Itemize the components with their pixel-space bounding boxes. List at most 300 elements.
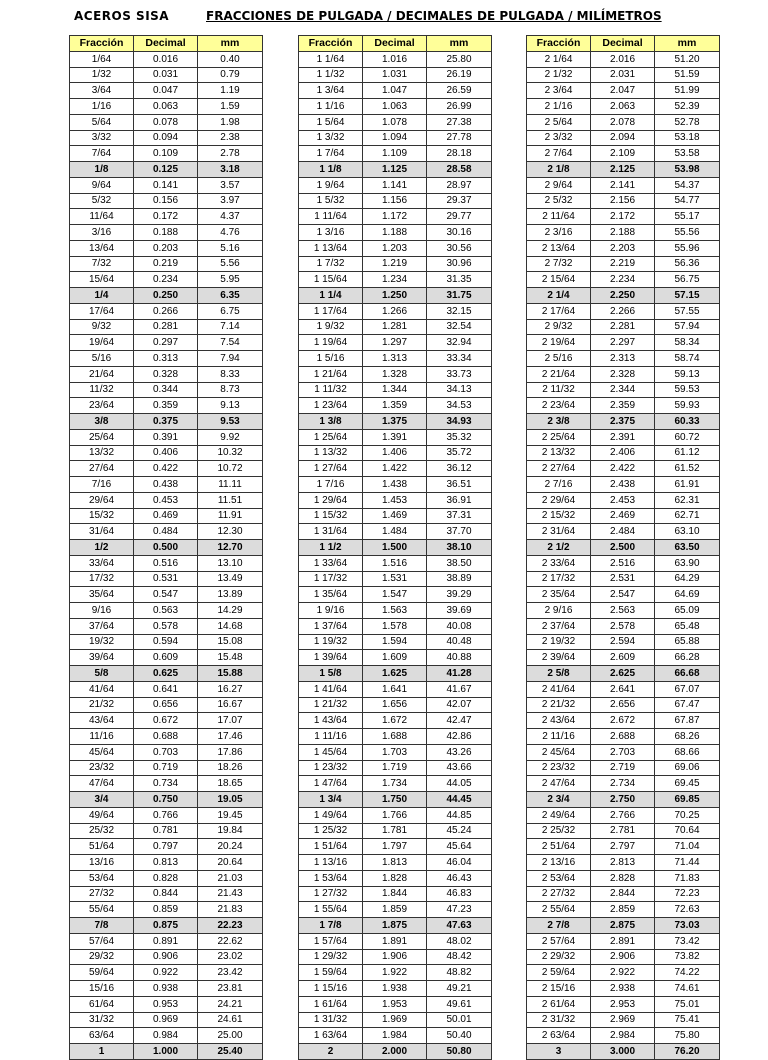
- fraction-cell: 1 15/16: [299, 981, 363, 997]
- column-header-fraction: Fracción: [527, 36, 591, 52]
- fraction-cell: 2 1/2: [527, 540, 591, 556]
- table-row: [70, 272, 263, 288]
- decimal-cell: 2.781: [591, 823, 655, 839]
- fraction-cell: 2 7/16: [527, 477, 591, 493]
- mm-cell: 37.31: [427, 508, 492, 524]
- mm-cell: 21.83: [198, 902, 263, 918]
- table-row: [527, 650, 720, 666]
- table-row: [70, 366, 263, 382]
- fraction-cell: 1 1/16: [299, 99, 363, 115]
- fraction-cell: 1 21/32: [299, 697, 363, 713]
- fraction-cell: 2 15/64: [527, 272, 591, 288]
- mm-cell: 73.82: [655, 949, 720, 965]
- decimal-cell: 0.313: [134, 351, 198, 367]
- fraction-cell: 1 7/16: [299, 477, 363, 493]
- table-header-row: [70, 36, 263, 52]
- fraction-cell: 1/16: [70, 99, 134, 115]
- fraction-cell: 11/64: [70, 209, 134, 225]
- mm-cell: 60.33: [655, 414, 720, 430]
- fraction-cell: 2 9/32: [527, 319, 591, 335]
- table-header-row: [299, 36, 492, 52]
- table-row: [70, 445, 263, 461]
- mm-cell: 72.23: [655, 886, 720, 902]
- table-row: [299, 319, 492, 335]
- mm-cell: 27.38: [427, 114, 492, 130]
- mm-cell: 5.95: [198, 272, 263, 288]
- conversion-table-2-3: [526, 35, 720, 1060]
- mm-cell: 62.71: [655, 508, 720, 524]
- decimal-cell: 0.453: [134, 492, 198, 508]
- decimal-cell: 1.016: [363, 51, 427, 67]
- decimal-cell: 1.625: [363, 666, 427, 682]
- table-row: [527, 571, 720, 587]
- table-row: [70, 949, 263, 965]
- mm-cell: 15.48: [198, 650, 263, 666]
- fraction-cell: 7/8: [70, 918, 134, 934]
- mm-cell: 67.87: [655, 713, 720, 729]
- decimal-cell: 2.516: [591, 555, 655, 571]
- mm-cell: 13.49: [198, 571, 263, 587]
- mm-cell: 40.48: [427, 634, 492, 650]
- table-row: [299, 807, 492, 823]
- fraction-cell: 25/64: [70, 429, 134, 445]
- decimal-cell: 1.953: [363, 996, 427, 1012]
- mm-cell: 12.70: [198, 540, 263, 556]
- decimal-cell: 2.328: [591, 366, 655, 382]
- fraction-cell: 2 61/64: [527, 996, 591, 1012]
- decimal-cell: 0.906: [134, 949, 198, 965]
- decimal-cell: 1.734: [363, 776, 427, 792]
- highlighted-table-row: [299, 414, 492, 430]
- fraction-cell: 1 7/32: [299, 256, 363, 272]
- fraction-cell: 1 13/64: [299, 240, 363, 256]
- table-row: [70, 51, 263, 67]
- fraction-cell: 1/4: [70, 288, 134, 304]
- decimal-cell: 2.281: [591, 319, 655, 335]
- mm-cell: 47.63: [427, 918, 492, 934]
- fraction-cell: 2 3/8: [527, 414, 591, 430]
- decimal-cell: 2.344: [591, 382, 655, 398]
- mm-cell: 27.78: [427, 130, 492, 146]
- mm-cell: 14.68: [198, 618, 263, 634]
- mm-cell: 73.42: [655, 933, 720, 949]
- decimal-cell: 1.531: [363, 571, 427, 587]
- table-row: [299, 681, 492, 697]
- table-row: [299, 335, 492, 351]
- decimal-cell: 0.531: [134, 571, 198, 587]
- decimal-cell: 2.438: [591, 477, 655, 493]
- mm-cell: 11.91: [198, 508, 263, 524]
- fraction-cell: 2 53/64: [527, 870, 591, 886]
- fraction-cell: 2 31/32: [527, 1012, 591, 1028]
- decimal-cell: 1.031: [363, 67, 427, 83]
- table-row: [299, 99, 492, 115]
- fraction-cell: 1 1/2: [299, 540, 363, 556]
- fraction-cell: 3: [527, 1044, 591, 1060]
- mm-cell: 46.04: [427, 855, 492, 871]
- decimal-cell: 2.047: [591, 83, 655, 99]
- mm-cell: 46.83: [427, 886, 492, 902]
- fraction-cell: 2 49/64: [527, 807, 591, 823]
- fraction-cell: 3/16: [70, 225, 134, 241]
- fraction-cell: 2 17/64: [527, 303, 591, 319]
- mm-cell: 26.59: [427, 83, 492, 99]
- table-row: [299, 823, 492, 839]
- decimal-cell: 2.297: [591, 335, 655, 351]
- mm-cell: 32.15: [427, 303, 492, 319]
- table-row: [527, 634, 720, 650]
- mm-cell: 54.37: [655, 177, 720, 193]
- mm-cell: 0.79: [198, 67, 263, 83]
- table-row: [527, 461, 720, 477]
- mm-cell: 48.02: [427, 933, 492, 949]
- fraction-cell: 13/16: [70, 855, 134, 871]
- decimal-cell: 0.281: [134, 319, 198, 335]
- mm-cell: 53.18: [655, 130, 720, 146]
- fraction-cell: 1 21/64: [299, 366, 363, 382]
- fraction-cell: 1 63/64: [299, 1028, 363, 1044]
- fraction-cell: 2 1/16: [527, 99, 591, 115]
- column-header-decimal: Decimal: [134, 36, 198, 52]
- decimal-cell: 0.188: [134, 225, 198, 241]
- mm-cell: 57.55: [655, 303, 720, 319]
- fraction-cell: 1 5/64: [299, 114, 363, 130]
- table-row: [527, 902, 720, 918]
- table-row: [299, 981, 492, 997]
- table-row: [527, 146, 720, 162]
- mm-cell: 38.50: [427, 555, 492, 571]
- table-row: [299, 760, 492, 776]
- decimal-cell: 2.219: [591, 256, 655, 272]
- mm-cell: 28.18: [427, 146, 492, 162]
- mm-cell: 31.75: [427, 288, 492, 304]
- table-row: [527, 933, 720, 949]
- decimal-cell: 2.266: [591, 303, 655, 319]
- fraction-cell: 2 19/64: [527, 335, 591, 351]
- mm-cell: 67.47: [655, 697, 720, 713]
- table-row: [299, 870, 492, 886]
- document-title: FRACCIONES DE PULGADA / DECIMALES DE PULGADA / MILÍMETROS: [206, 9, 662, 23]
- mm-cell: 20.24: [198, 839, 263, 855]
- mm-cell: 4.37: [198, 209, 263, 225]
- decimal-cell: 2.531: [591, 571, 655, 587]
- table-row: [299, 587, 492, 603]
- decimal-cell: 2.172: [591, 209, 655, 225]
- table-row: [299, 51, 492, 67]
- decimal-cell: 1.969: [363, 1012, 427, 1028]
- column-header-fraction: Fracción: [299, 36, 363, 52]
- decimal-cell: 2.578: [591, 618, 655, 634]
- decimal-cell: 0.766: [134, 807, 198, 823]
- table-row: [527, 697, 720, 713]
- table-row: [527, 981, 720, 997]
- decimal-cell: 1.609: [363, 650, 427, 666]
- decimal-cell: 1.813: [363, 855, 427, 871]
- mm-cell: 55.56: [655, 225, 720, 241]
- decimal-cell: 0.813: [134, 855, 198, 871]
- mm-cell: 41.67: [427, 681, 492, 697]
- decimal-cell: 2.875: [591, 918, 655, 934]
- mm-cell: 25.40: [198, 1044, 263, 1060]
- mm-cell: 21.03: [198, 870, 263, 886]
- decimal-cell: 1.906: [363, 949, 427, 965]
- decimal-cell: 2.391: [591, 429, 655, 445]
- fraction-cell: 2 15/32: [527, 508, 591, 524]
- highlighted-table-row: [527, 918, 720, 934]
- mm-cell: 42.47: [427, 713, 492, 729]
- mm-cell: 57.15: [655, 288, 720, 304]
- decimal-cell: 2.813: [591, 855, 655, 871]
- fraction-cell: 2 1/4: [527, 288, 591, 304]
- fraction-cell: 1 43/64: [299, 713, 363, 729]
- highlighted-table-row: [70, 666, 263, 682]
- fraction-cell: 27/64: [70, 461, 134, 477]
- fraction-cell: 3/8: [70, 414, 134, 430]
- fraction-cell: 2 13/16: [527, 855, 591, 871]
- mm-cell: 53.58: [655, 146, 720, 162]
- decimal-cell: 2.156: [591, 193, 655, 209]
- decimal-cell: 1.516: [363, 555, 427, 571]
- fraction-cell: 55/64: [70, 902, 134, 918]
- mm-cell: 7.94: [198, 351, 263, 367]
- table-row: [527, 240, 720, 256]
- mm-cell: 7.14: [198, 319, 263, 335]
- mm-cell: 4.76: [198, 225, 263, 241]
- decimal-cell: 2.234: [591, 272, 655, 288]
- table-row: [527, 319, 720, 335]
- mm-cell: 28.58: [427, 162, 492, 178]
- fraction-cell: 2 15/16: [527, 981, 591, 997]
- fraction-cell: 1 5/32: [299, 193, 363, 209]
- table-row: [70, 67, 263, 83]
- mm-cell: 40.88: [427, 650, 492, 666]
- mm-cell: 62.31: [655, 492, 720, 508]
- table-row: [70, 933, 263, 949]
- fraction-cell: 9/16: [70, 603, 134, 619]
- fraction-cell: 2 25/32: [527, 823, 591, 839]
- table-row: [299, 697, 492, 713]
- mm-cell: 63.10: [655, 524, 720, 540]
- fraction-cell: 2 23/32: [527, 760, 591, 776]
- mm-cell: 20.64: [198, 855, 263, 871]
- decimal-cell: 0.266: [134, 303, 198, 319]
- fraction-cell: 2 11/64: [527, 209, 591, 225]
- mm-cell: 3.97: [198, 193, 263, 209]
- table-row: [299, 933, 492, 949]
- table-row: [527, 429, 720, 445]
- fraction-cell: 29/64: [70, 492, 134, 508]
- decimal-cell: 0.688: [134, 729, 198, 745]
- fraction-cell: 33/64: [70, 555, 134, 571]
- mm-cell: 51.20: [655, 51, 720, 67]
- table-row: [299, 177, 492, 193]
- fraction-cell: 2 7/64: [527, 146, 591, 162]
- decimal-cell: 2.313: [591, 351, 655, 367]
- mm-cell: 64.69: [655, 587, 720, 603]
- fraction-cell: 2 21/64: [527, 366, 591, 382]
- fraction-cell: 2 59/64: [527, 965, 591, 981]
- table-row: [527, 256, 720, 272]
- mm-cell: 33.34: [427, 351, 492, 367]
- decimal-cell: 2.250: [591, 288, 655, 304]
- decimal-cell: 0.938: [134, 981, 198, 997]
- decimal-cell: 2.938: [591, 981, 655, 997]
- fraction-cell: 13/32: [70, 445, 134, 461]
- mm-cell: 40.08: [427, 618, 492, 634]
- decimal-cell: 1.203: [363, 240, 427, 256]
- mm-cell: 76.20: [655, 1044, 720, 1060]
- table-row: [527, 618, 720, 634]
- decimal-cell: 3.000: [591, 1044, 655, 1060]
- table-row: [527, 335, 720, 351]
- table-row: [299, 713, 492, 729]
- decimal-cell: 1.484: [363, 524, 427, 540]
- table-row: [70, 981, 263, 997]
- mm-cell: 44.05: [427, 776, 492, 792]
- fraction-cell: 7/32: [70, 256, 134, 272]
- mm-cell: 17.86: [198, 744, 263, 760]
- mm-cell: 74.61: [655, 981, 720, 997]
- column-header-decimal: Decimal: [363, 36, 427, 52]
- table-row: [527, 855, 720, 871]
- mm-cell: 38.10: [427, 540, 492, 556]
- fraction-cell: 2 19/32: [527, 634, 591, 650]
- decimal-cell: 1.188: [363, 225, 427, 241]
- decimal-cell: 2.719: [591, 760, 655, 776]
- fraction-cell: 2 1/8: [527, 162, 591, 178]
- mm-cell: 36.51: [427, 477, 492, 493]
- fraction-cell: 2 45/64: [527, 744, 591, 760]
- table-row: [70, 839, 263, 855]
- table-row: [527, 886, 720, 902]
- mm-cell: 45.24: [427, 823, 492, 839]
- decimal-cell: 1.563: [363, 603, 427, 619]
- mm-cell: 72.63: [655, 902, 720, 918]
- mm-cell: 17.46: [198, 729, 263, 745]
- mm-cell: 65.48: [655, 618, 720, 634]
- decimal-cell: 2.891: [591, 933, 655, 949]
- table-row: [70, 240, 263, 256]
- mm-cell: 3.18: [198, 162, 263, 178]
- mm-cell: 69.06: [655, 760, 720, 776]
- mm-cell: 34.53: [427, 398, 492, 414]
- mm-cell: 49.21: [427, 981, 492, 997]
- decimal-cell: 2.750: [591, 792, 655, 808]
- table-row: [527, 839, 720, 855]
- decimal-cell: 2.359: [591, 398, 655, 414]
- mm-cell: 65.88: [655, 634, 720, 650]
- mm-cell: 37.70: [427, 524, 492, 540]
- decimal-cell: 1.641: [363, 681, 427, 697]
- decimal-cell: 1.656: [363, 697, 427, 713]
- decimal-cell: 1.469: [363, 508, 427, 524]
- table-row: [70, 209, 263, 225]
- decimal-cell: 1.984: [363, 1028, 427, 1044]
- highlighted-table-row: [299, 666, 492, 682]
- table-row: [527, 508, 720, 524]
- fraction-cell: 2 39/64: [527, 650, 591, 666]
- decimal-cell: 1.250: [363, 288, 427, 304]
- decimal-cell: 0.750: [134, 792, 198, 808]
- fraction-cell: 2 25/64: [527, 429, 591, 445]
- decimal-cell: 1.859: [363, 902, 427, 918]
- mm-cell: 10.72: [198, 461, 263, 477]
- highlighted-table-row: [70, 918, 263, 934]
- fraction-cell: 2 7/8: [527, 918, 591, 934]
- fraction-cell: 2 37/64: [527, 618, 591, 634]
- mm-cell: 55.96: [655, 240, 720, 256]
- mm-cell: 6.35: [198, 288, 263, 304]
- table-row: [299, 902, 492, 918]
- mm-cell: 34.13: [427, 382, 492, 398]
- decimal-cell: 1.719: [363, 760, 427, 776]
- decimal-cell: 1.000: [134, 1044, 198, 1060]
- mm-cell: 58.34: [655, 335, 720, 351]
- mm-cell: 30.16: [427, 225, 492, 241]
- fraction-cell: 11/32: [70, 382, 134, 398]
- decimal-cell: 0.563: [134, 603, 198, 619]
- fraction-cell: 2 11/16: [527, 729, 591, 745]
- decimal-cell: 0.078: [134, 114, 198, 130]
- mm-cell: 15.88: [198, 666, 263, 682]
- fraction-cell: 2 43/64: [527, 713, 591, 729]
- highlighted-table-row: [527, 666, 720, 682]
- mm-cell: 31.35: [427, 272, 492, 288]
- highlighted-table-row: [299, 1044, 492, 1060]
- fraction-cell: 15/16: [70, 981, 134, 997]
- fraction-cell: 2 5/32: [527, 193, 591, 209]
- brand-name: ACEROS SISA: [74, 9, 170, 23]
- fraction-cell: 1 5/16: [299, 351, 363, 367]
- mm-cell: 16.27: [198, 681, 263, 697]
- mm-cell: 23.81: [198, 981, 263, 997]
- decimal-cell: 1.844: [363, 886, 427, 902]
- decimal-cell: 0.859: [134, 902, 198, 918]
- decimal-cell: 2.953: [591, 996, 655, 1012]
- table-row: [299, 603, 492, 619]
- column-header-fraction: Fracción: [70, 36, 134, 52]
- mm-cell: 70.25: [655, 807, 720, 823]
- highlighted-table-row: [527, 540, 720, 556]
- table-row: [299, 445, 492, 461]
- mm-cell: 59.53: [655, 382, 720, 398]
- table-row: [527, 83, 720, 99]
- decimal-cell: 2.609: [591, 650, 655, 666]
- table-row: [527, 807, 720, 823]
- table-row: [527, 965, 720, 981]
- mm-cell: 69.45: [655, 776, 720, 792]
- highlighted-table-row: [527, 1044, 720, 1060]
- table-row: [299, 67, 492, 83]
- fraction-cell: 31/64: [70, 524, 134, 540]
- table-row: [70, 650, 263, 666]
- decimal-cell: 1.266: [363, 303, 427, 319]
- table-row: [527, 713, 720, 729]
- fraction-cell: 3/32: [70, 130, 134, 146]
- mm-cell: 26.19: [427, 67, 492, 83]
- decimal-cell: 0.172: [134, 209, 198, 225]
- fraction-cell: 2 9/64: [527, 177, 591, 193]
- table-row: [527, 272, 720, 288]
- fraction-cell: 15/32: [70, 508, 134, 524]
- decimal-cell: 2.063: [591, 99, 655, 115]
- fraction-cell: 1 15/64: [299, 272, 363, 288]
- mm-cell: 67.07: [655, 681, 720, 697]
- decimal-cell: 0.328: [134, 366, 198, 382]
- table-row: [70, 618, 263, 634]
- table-row: [70, 225, 263, 241]
- conversion-table-0-1: [69, 35, 263, 1060]
